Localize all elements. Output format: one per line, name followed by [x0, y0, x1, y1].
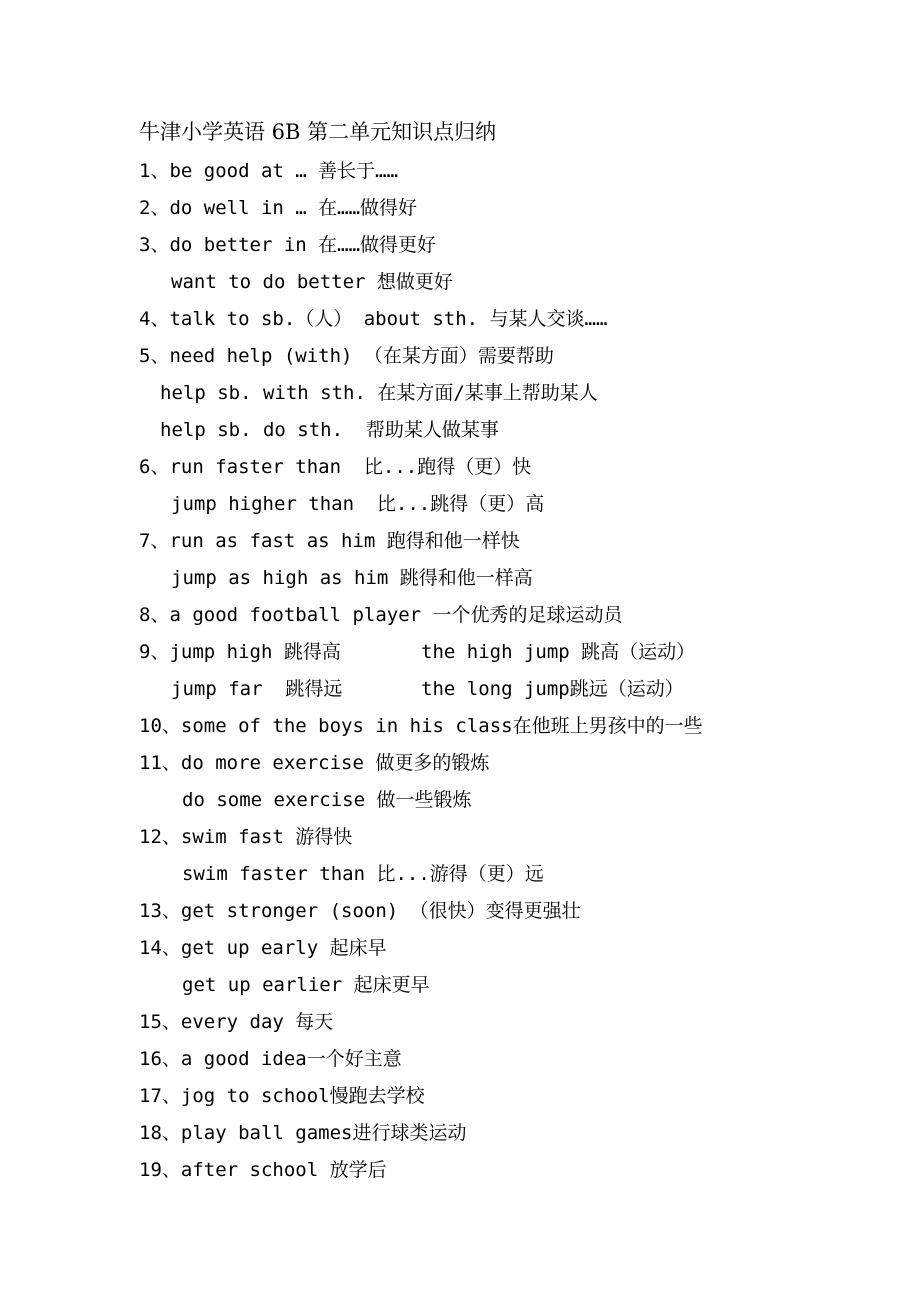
item-9: 9、jump high 跳得高: [139, 641, 341, 663]
item-14: 14、get up early 起床早: [139, 937, 387, 959]
item-15: 15、every day 每天: [139, 1011, 334, 1033]
item-9-right: the high jump 跳高（运动）: [421, 641, 696, 663]
item-5-sub-2: help sb. do sth. 帮助某人做某事: [160, 419, 499, 441]
item-7: 7、run as fast as him 跑得和他一样快: [139, 530, 520, 552]
item-10: 10、some of the boys in his class在他班上男孩中的一些: [139, 715, 703, 737]
item-14-sub: get up earlier 起床更早: [182, 974, 430, 996]
item-11: 11、do more exercise 做更多的锻炼: [139, 752, 490, 774]
item-18: 18、play ball games进行球类运动: [139, 1122, 467, 1144]
item-3: 3、do better in 在……做得更好: [139, 234, 437, 256]
item-3-sub: want to do better 想做更好: [171, 271, 453, 293]
item-7-sub: jump as high as him 跳得和他一样高: [171, 567, 533, 589]
item-12-sub: swim faster than 比...游得（更）远: [182, 863, 544, 885]
item-13: 13、get stronger (soon) （很快）变得更强壮: [139, 900, 581, 922]
item-4: 4、talk to sb.（人） about sth. 与某人交谈……: [139, 308, 608, 330]
item-19: 19、after school 放学后: [139, 1159, 387, 1181]
item-2: 2、do well in … 在……做得好: [139, 197, 418, 219]
item-5-sub-1: help sb. with sth. 在某方面/某事上帮助某人: [160, 382, 598, 404]
item-9-sub-right: the long jump跳远（运动）: [421, 678, 684, 700]
document-title: 牛津小学英语 6B 第二单元知识点归纳: [139, 120, 497, 144]
item-9-sub: jump far 跳得远: [171, 678, 343, 700]
item-1: 1、be good at … 善长于……: [139, 160, 399, 182]
item-6-sub: jump higher than 比...跳得（更）高: [171, 493, 545, 515]
item-5: 5、need help (with) （在某方面）需要帮助: [139, 345, 554, 367]
item-11-sub: do some exercise 做一些锻炼: [182, 789, 472, 811]
item-6: 6、run faster than 比...跑得（更）快: [139, 456, 532, 478]
item-8: 8、a good football player 一个优秀的足球运动员: [139, 604, 623, 626]
item-17: 17、jog to school慢跑去学校: [139, 1085, 425, 1107]
item-16: 16、a good idea一个好主意: [139, 1048, 402, 1070]
item-12: 12、swim fast 游得快: [139, 826, 353, 848]
